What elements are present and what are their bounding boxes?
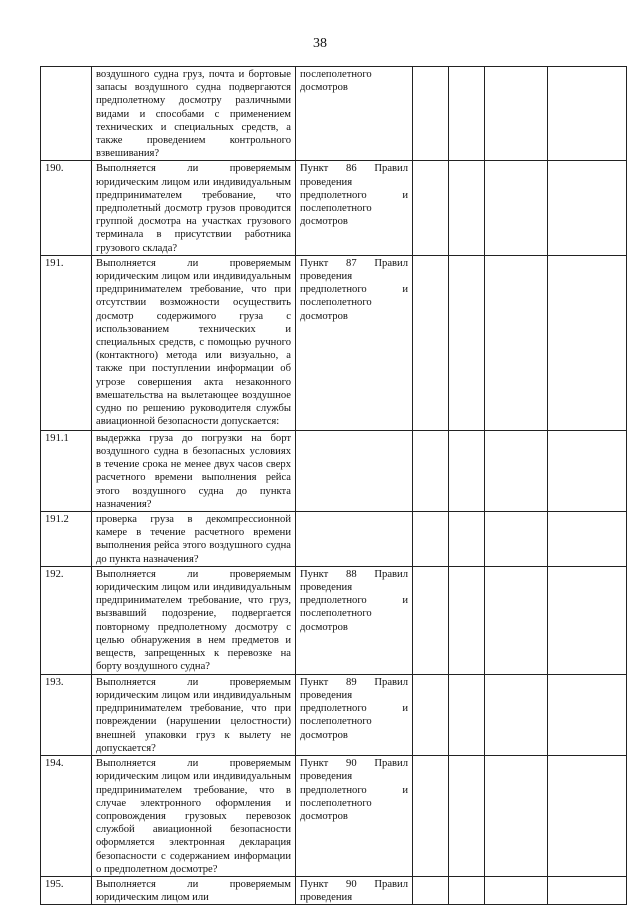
notes-cell (548, 512, 627, 567)
item-number: 191.1 (41, 430, 92, 511)
question-text: Выполняется ли проверяемым юридическим лицом или индивидуальным предпринимателем требование, что при повреждении (нарушении целостности) внешней упаковки груз к вылету не допускается? (96, 676, 291, 754)
item-number: 195. (41, 876, 92, 904)
answer-na-cell (485, 161, 548, 255)
question-cell (92, 161, 296, 255)
question-text: Выполняется ли проверяемым юридическим лицом или (96, 878, 291, 904)
answer-no-cell (449, 430, 485, 511)
reference-text: Пункт 90 Правил проведения предполетного и послеполетного досмотров (300, 758, 408, 822)
question-cell (92, 876, 296, 904)
table-row (41, 67, 627, 161)
notes-cell (548, 161, 627, 255)
answer-na-cell (485, 756, 548, 877)
question-text: Выполняется ли проверяемым юридическим лицом или индивидуальным предпринимателем требование, что при отсутствии возможности осуществить досмотр содержимого груза с использованием технических и специальных средств, с помощью ручного (контактного) метода или визуально, а также при поступлении информации об угрозе совершения акта незаконного вмешательства на вылетающее воздушное судно по решению руководителя службы авиационной безопасности допускается: (96, 257, 291, 428)
item-number: 192. (41, 566, 92, 674)
reference-text: Пункт 88 Правил проведения предполетного и послеполетного досмотров (300, 568, 408, 633)
item-number: 194. (41, 756, 92, 877)
answer-no-cell (449, 674, 485, 755)
question-cell (92, 566, 296, 674)
answer-na-cell (485, 566, 548, 674)
answer-yes-cell (413, 430, 449, 511)
notes-cell (548, 756, 627, 877)
answer-yes-cell (413, 67, 449, 161)
question-text: Выполняется ли проверяемым юридическим лицом или индивидуальным предпринимателем требование, что предполетный досмотр грузов проводится группой досмотра на участках грузового терминала в присутствии работника грузового склада? (96, 163, 291, 254)
answer-na-cell (485, 674, 548, 755)
question-cell (92, 430, 296, 511)
reference-cell (296, 255, 413, 430)
notes-cell (548, 255, 627, 430)
table-row (41, 255, 627, 430)
reference-text: Пункт 87 Правил проведения предполетного и послеполетного досмотров (300, 257, 408, 322)
question-text: Выполняется ли проверяемым юридическим лицом или индивидуальным предпринимателем требование, что груз, вызвавший подозрение, подвергается повторному предполетному досмотру с целью обнаружения в нем предметов и веществ, запрещенных к перевозке на борту воздушного судна? (96, 568, 291, 673)
item-number: 191. (41, 255, 92, 430)
answer-no-cell (449, 255, 485, 430)
table-row (41, 512, 627, 567)
checklist-table (40, 66, 627, 905)
checklist-table-body (41, 67, 627, 905)
table-row (41, 430, 627, 511)
item-number: 191.2 (41, 512, 92, 567)
answer-no-cell (449, 876, 485, 904)
notes-cell (548, 876, 627, 904)
question-cell (92, 674, 296, 755)
answer-no-cell (449, 161, 485, 255)
table-row (41, 756, 627, 877)
reference-cell (296, 756, 413, 877)
reference-cell (296, 67, 413, 161)
answer-yes-cell (413, 876, 449, 904)
answer-yes-cell (413, 756, 449, 877)
reference-text: послеполетного досмотров (300, 69, 372, 94)
question-cell (92, 255, 296, 430)
notes-cell (548, 67, 627, 161)
table-row (41, 161, 627, 255)
reference-cell (296, 876, 413, 904)
page-number: 38 (313, 36, 327, 51)
reference-cell (296, 512, 413, 567)
answer-yes-cell (413, 566, 449, 674)
question-text: Выполняется ли проверяемым юридическим лицом или индивидуальным предпринимателем требование, что в случае электронного оформления и сопровождения грузовых перевозок службой авиационной безопасности оформляется электронная декларация безопасности с содержанием информации о предполетном досмотре? (96, 758, 291, 875)
answer-yes-cell (413, 161, 449, 255)
answer-no-cell (449, 67, 485, 161)
reference-text: Пункт 86 Правил проведения предполетного и послеполетного досмотров (300, 163, 408, 228)
reference-cell (296, 674, 413, 755)
answer-no-cell (449, 756, 485, 877)
table-row (41, 566, 627, 674)
question-text: проверка груза в декомпрессионной камере в течение расчетного времени выполнения рейса этого воздушного судна до пункта назначения? (96, 514, 291, 565)
answer-na-cell (485, 430, 548, 511)
question-cell (92, 512, 296, 567)
notes-cell (548, 566, 627, 674)
answer-yes-cell (413, 674, 449, 755)
answer-na-cell (485, 512, 548, 567)
reference-cell (296, 566, 413, 674)
reference-cell (296, 161, 413, 255)
answer-na-cell (485, 67, 548, 161)
notes-cell (548, 674, 627, 755)
table-row (41, 876, 627, 904)
question-cell (92, 756, 296, 877)
question-text: выдержка груза до погрузки на борт воздушного судна в безопасных условиях в течение срока не менее двух часов сверх расчетного времени выполнения рейса этого воздушного судна до пункта назначения? (96, 432, 291, 510)
answer-no-cell (449, 566, 485, 674)
table-row (41, 674, 627, 755)
reference-cell (296, 430, 413, 511)
question-cell (92, 67, 296, 161)
answer-na-cell (485, 876, 548, 904)
reference-text: Пункт 89 Правил проведения предполетного и послеполетного досмотров (300, 676, 408, 741)
notes-cell (548, 430, 627, 511)
answer-na-cell (485, 255, 548, 430)
answer-no-cell (449, 512, 485, 567)
item-number (41, 67, 92, 161)
item-number: 190. (41, 161, 92, 255)
reference-text: Пункт 90 Правил проведения (300, 878, 408, 904)
item-number: 193. (41, 674, 92, 755)
answer-yes-cell (413, 255, 449, 430)
question-text: воздушного судна груз, почта и бортовые запасы воздушного судна подвергаются предполетному досмотру различными видами и способами с применением технических и специальных средств, а также проведением контрольного взвешивания? (96, 69, 291, 160)
answer-yes-cell (413, 512, 449, 567)
